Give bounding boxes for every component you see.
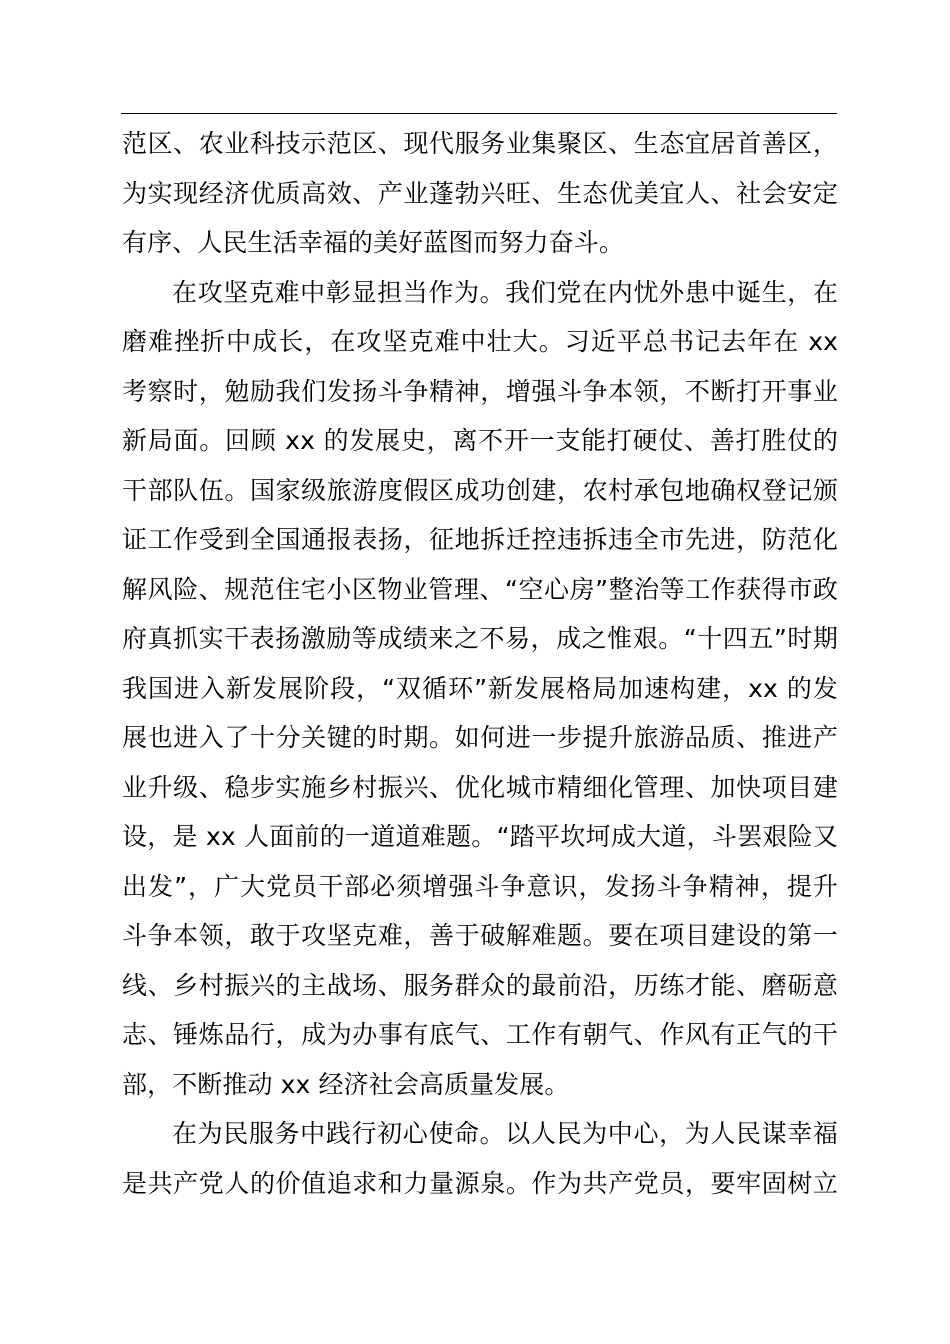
text-line: 干部队伍。国家级旅游度假区成功创建，农村承包地确权登记颁: [122, 475, 838, 505]
text-line: 斗争本领，敢于攻坚克难，善于破解难题。要在项目建设的第一: [122, 921, 838, 950]
text-line: 部，不断推动 xx 经济社会高质量发展。: [122, 1069, 570, 1099]
header-rule: [121, 113, 837, 114]
text-line: 证工作受到全国通报表扬，征地拆迁控违拆违全市先进，防范化: [122, 525, 838, 554]
text-line: 考察时，勉励我们发扬斗争精神，增强斗争本领，不断打开事业: [122, 376, 838, 406]
text-line: 志、锤炼品行，成为办事有底气、工作有朝气、作风有正气的干: [122, 1020, 838, 1049]
paragraph-first-line: 在为民服务中践行初心使命。以人民为中心，为人民谋幸福: [172, 1119, 838, 1148]
text-line: 设，是 xx 人面前的一道道难题。“踏平坎坷成大道，斗罢艰险又: [122, 822, 838, 851]
text-line: 府真抓实干表扬激励等成绩来之不易，成之惟艰。“十四五”时期: [122, 624, 838, 653]
text-line: 出发”，广大党员干部必须增强斗争意识，发扬斗争精神，提升: [122, 871, 838, 901]
text-line: 线、乡村振兴的主战场、服务群众的最前沿，历练才能、磨砺意: [122, 970, 838, 1000]
body-text: [122, 119, 838, 1208]
text-line: 我国进入新发展阶段，“双循环”新发展格局加速构建，xx 的发: [122, 673, 838, 703]
text-line: 解风险、规范住宅小区物业管理、“空心房”整治等工作获得市政: [122, 574, 838, 604]
text-line: 是共产党人的价值追求和力量源泉。作为共产党员，要牢固树立: [122, 1168, 838, 1198]
text-line: 范区、农业科技示范区、现代服务业集聚区、生态宜居首善区，: [122, 129, 838, 158]
paragraph-first-line: 在攻坚克难中彰显担当作为。我们党在内忧外患中诞生，在: [172, 277, 838, 307]
text-line: 有序、人民生活幸福的美好蓝图而努力奋斗。: [122, 228, 625, 257]
text-line: 磨难挫折中成长，在攻坚克难中壮大。习近平总书记去年在 xx: [122, 327, 838, 356]
text-line: 业升级、稳步实施乡村振兴、优化城市精细化管理、加快项目建: [122, 772, 838, 802]
text-line: 为实现经济优质高效、产业蓬勃兴旺、生态优美宜人、社会安定: [122, 178, 838, 208]
text-line: 展也进入了十分关键的时期。如何进一步提升旅游品质、推进产: [122, 723, 838, 752]
text-line: 新局面。回顾 xx 的发展史，离不开一支能打硬仗、善打胜仗的: [122, 426, 838, 455]
